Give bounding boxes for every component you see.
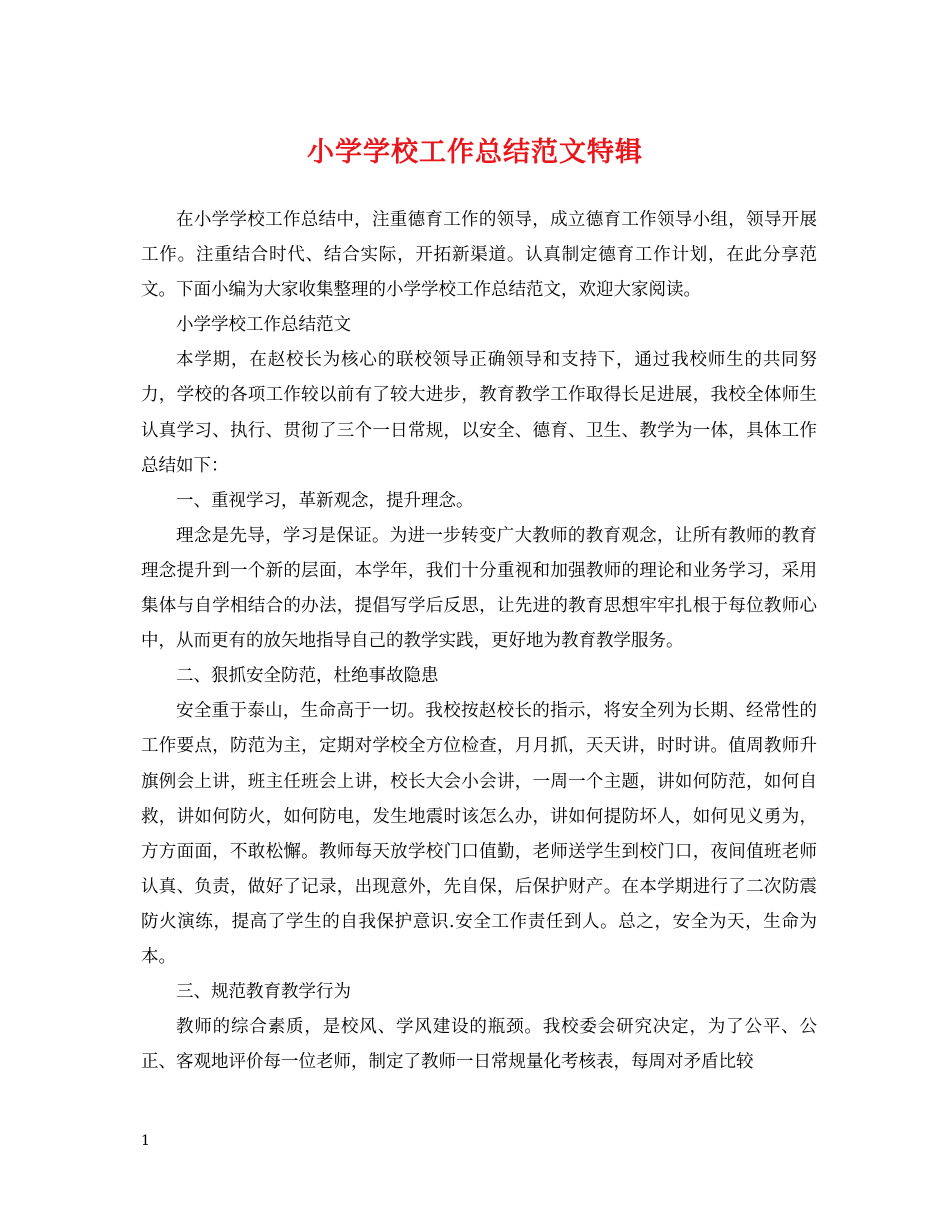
section-heading-3: 三、规范教育教学行为 — [176, 982, 351, 1003]
paragraph-intro: 在小学学校工作总结中，注重德育工作的领导，成立德育工作领导小组，领导开展工作。注重结合时代、结合实际，开拓新渠道。认真制定德育工作计划，在此分享范文。下面小编为大家收集整理的小学学校工作总结范文，欢迎大家阅读。 — [141, 210, 817, 301]
section-heading-1: 一、重视学习，革新观念，提升理念。 — [176, 490, 474, 511]
paragraph-teaching: 教师的综合素质，是校风、学风建设的瓶颈。我校委会研究决定，为了公平、公正、客观地评价每一位老师，制定了教师一日常规量化考核表，每周对矛盾比较 — [141, 1017, 817, 1073]
document-body — [141, 203, 817, 1080]
page-number: 1 — [141, 1133, 150, 1149]
paragraph-learning: 理念是先导，学习是保证。为进一步转变广大教师的教育观念，让所有教师的教育理念提升到一个新的层面，本学年，我们十分重视和加强教师的理论和业务学习，采用集体与自学相结合的办法，提倡写学后反思，让先进的教育思想牢牢扎根于每位教师心中，从而更有的放矢地指导自己的教学实践，更好地为教育教学服务。 — [141, 525, 817, 652]
paragraph-subheading: 小学学校工作总结范文 — [176, 315, 351, 336]
paragraph-overview: 本学期，在赵校长为核心的联校领导正确领导和支持下，通过我校师生的共同努力，学校的各项工作较以前有了较大进步，教育教学工作取得长足进展，我校全体师生认真学习、执行、贯彻了三个一日常规，以安全、德育、卫生、教学为一体，具体工作总结如下： — [141, 350, 817, 476]
document-title: 小学学校工作总结范文特辑 — [307, 137, 643, 168]
section-heading-2: 二、狠抓安全防范，杜绝事故隐患 — [176, 666, 439, 687]
paragraph-safety: 安全重于泰山，生命高于一切。我校按赵校长的指示，将安全列为长期、经常性的工作要点，防范为主，定期对学校全方位检查，月月抓，天天讲，时时讲。值周教师升旗例会上讲，班主任班会上讲，校长大会小会讲，一周一个主题，讲如何防范，如何自救，讲如何防火，如何防电，发生地震时该怎么办，讲如何提防坏人，如何见义勇为，方方面面，不敢松懈。教师每天放学校门口值勤，老师送学生到校门口，夜间值班老师认真、负责，做好了记录，出现意外，先自保，后保护财产。在本学期进行了二次防震防火演练，提高了学生的自我保护意识.安全工作责任到人。总之，安全为天，生命为本。 — [141, 701, 817, 967]
